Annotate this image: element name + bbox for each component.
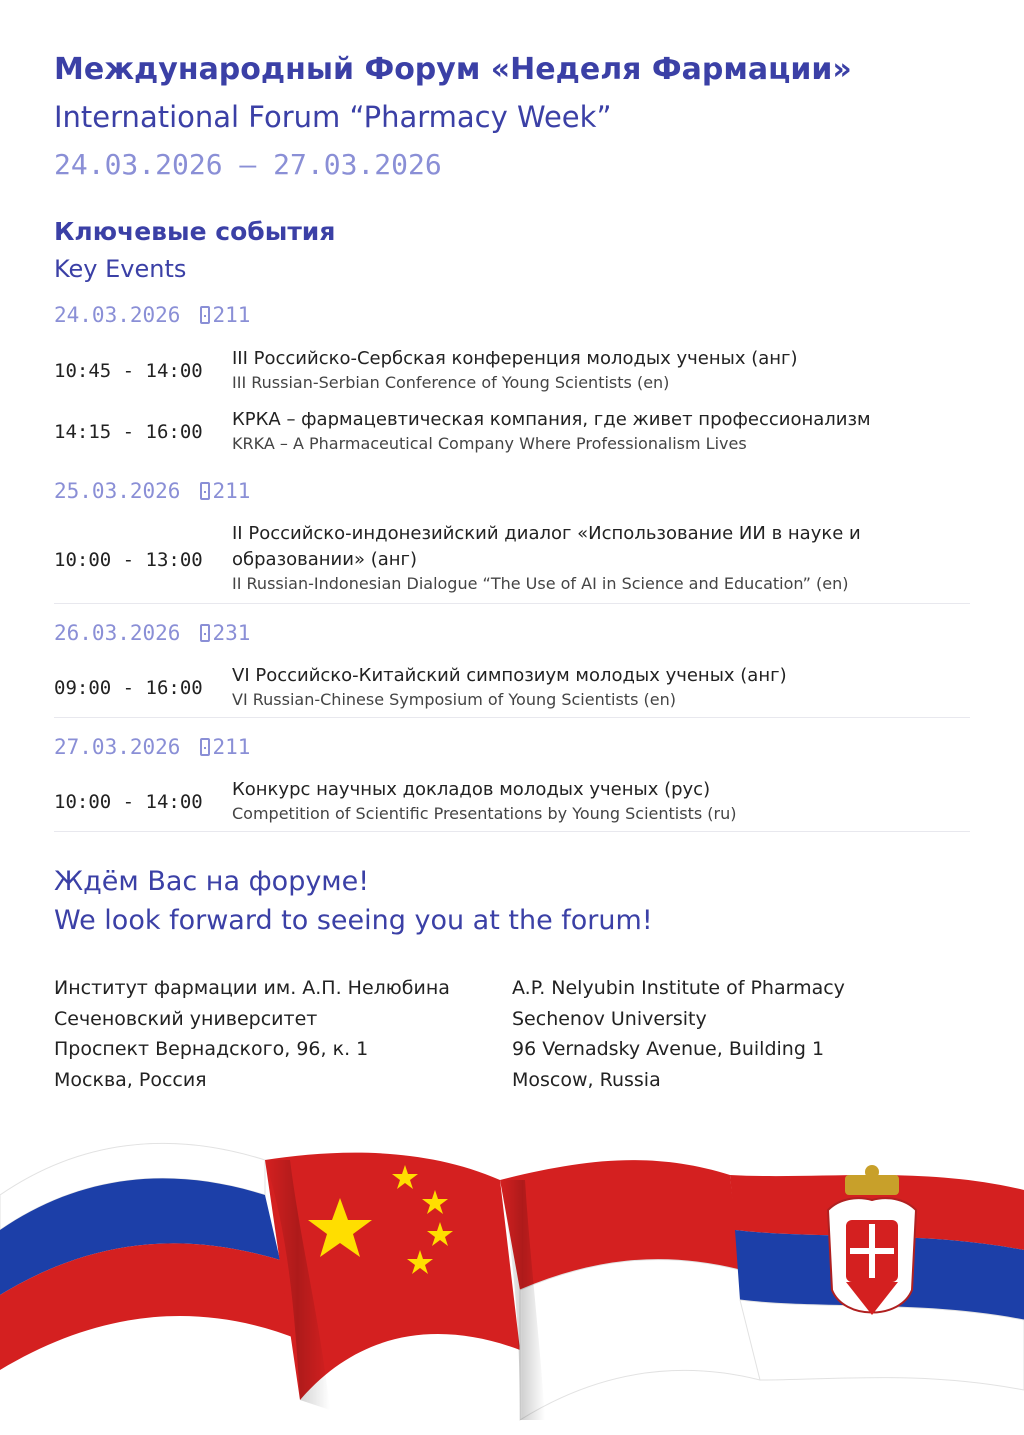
room-number: 211 — [212, 479, 251, 503]
forum-title-ru: Международный Форум «Неделя Фармации» — [54, 52, 852, 87]
divider — [54, 717, 970, 718]
door-icon — [200, 738, 210, 756]
event-title-en: KRKA – A Pharmaceutical Company Where Professionalism Lives — [232, 434, 747, 453]
address-line: Moscow, Russia — [512, 1068, 661, 1091]
welcome-ru: Ждём Вас на форуме! — [54, 866, 370, 897]
address-line: Проспект Вернадского, 96, к. 1 — [54, 1038, 369, 1060]
event-item — [232, 346, 892, 394]
address-line: Москва, Россия — [54, 1068, 207, 1091]
key-events-heading-ru: Ключевые события — [54, 217, 336, 246]
door-icon — [200, 624, 210, 642]
russia-flag — [0, 1143, 300, 1370]
door-icon — [200, 482, 210, 500]
event-time: 09:00 - 16:00 — [54, 677, 203, 699]
china-flag — [265, 1153, 520, 1410]
event-time: 10:00 - 14:00 — [54, 791, 203, 813]
event-item — [232, 663, 892, 711]
key-events-heading-en: Key Events — [54, 255, 187, 283]
event-time: 10:45 - 14:00 — [54, 360, 203, 382]
event-title-ru: VI Российско-Китайский симпозиум молодых ученых (анг) — [232, 665, 787, 686]
event-time: 14:15 - 16:00 — [54, 421, 203, 443]
room-number: 211 — [212, 735, 251, 759]
event-title-ru: II Российско-индонезийский диалог «Использование ИИ в науке и образовании» (анг) — [232, 523, 861, 570]
indonesia-flag — [500, 1160, 760, 1420]
divider — [54, 603, 970, 604]
event-title-ru: III Российско-Сербская конференция молодых ученых (анг) — [232, 348, 798, 369]
day-header — [54, 479, 250, 503]
divider — [54, 831, 970, 832]
event-item — [232, 407, 892, 455]
address-ru — [54, 973, 450, 1095]
address-line: Sechenov University — [512, 1007, 707, 1030]
event-title-ru: КРКА – фармацевтическая компания, где живет профессионализм — [232, 409, 871, 430]
address-en — [512, 973, 845, 1095]
event-title-en: Competition of Scientific Presentations by Young Scientists (ru) — [232, 804, 737, 823]
event-title-en: III Russian-Serbian Conference of Young Scientists (en) — [232, 373, 670, 392]
day-date: 26.03.2026 — [54, 621, 181, 645]
day-date: 24.03.2026 — [54, 303, 181, 327]
day-header — [54, 621, 250, 645]
event-title-en: II Russian-Indonesian Dialogue “The Use of AI in Science and Education” (en) — [232, 574, 849, 593]
room-number: 231 — [212, 621, 251, 645]
room-number: 211 — [212, 303, 251, 327]
forum-title-en: International Forum “Pharmacy Week” — [54, 100, 612, 134]
address-line: Институт фармации им. А.П. Нелюбина — [54, 977, 450, 999]
day-header — [54, 735, 250, 759]
event-title-en: VI Russian-Chinese Symposium of Young Scientists (en) — [232, 690, 676, 709]
event-title-ru: Конкурс научных докладов молодых ученых (рус) — [232, 779, 711, 800]
welcome-en: We look forward to seeing you at the forum! — [54, 905, 653, 936]
forum-dates: 24.03.2026 – 27.03.2026 — [54, 148, 442, 181]
address-line: A.P. Nelyubin Institute of Pharmacy — [512, 977, 845, 999]
serbia-flag — [730, 1165, 1024, 1390]
day-date: 27.03.2026 — [54, 735, 181, 759]
day-date: 25.03.2026 — [54, 479, 181, 503]
address-line: 96 Vernadsky Avenue, Building 1 — [512, 1038, 825, 1060]
event-time: 10:00 - 13:00 — [54, 549, 203, 571]
event-item — [232, 777, 892, 825]
door-icon — [200, 306, 210, 324]
flags-banner — [0, 1120, 1024, 1435]
address-line: Сеченовский университет — [54, 1007, 318, 1030]
day-header — [54, 303, 250, 327]
event-item — [232, 521, 892, 595]
